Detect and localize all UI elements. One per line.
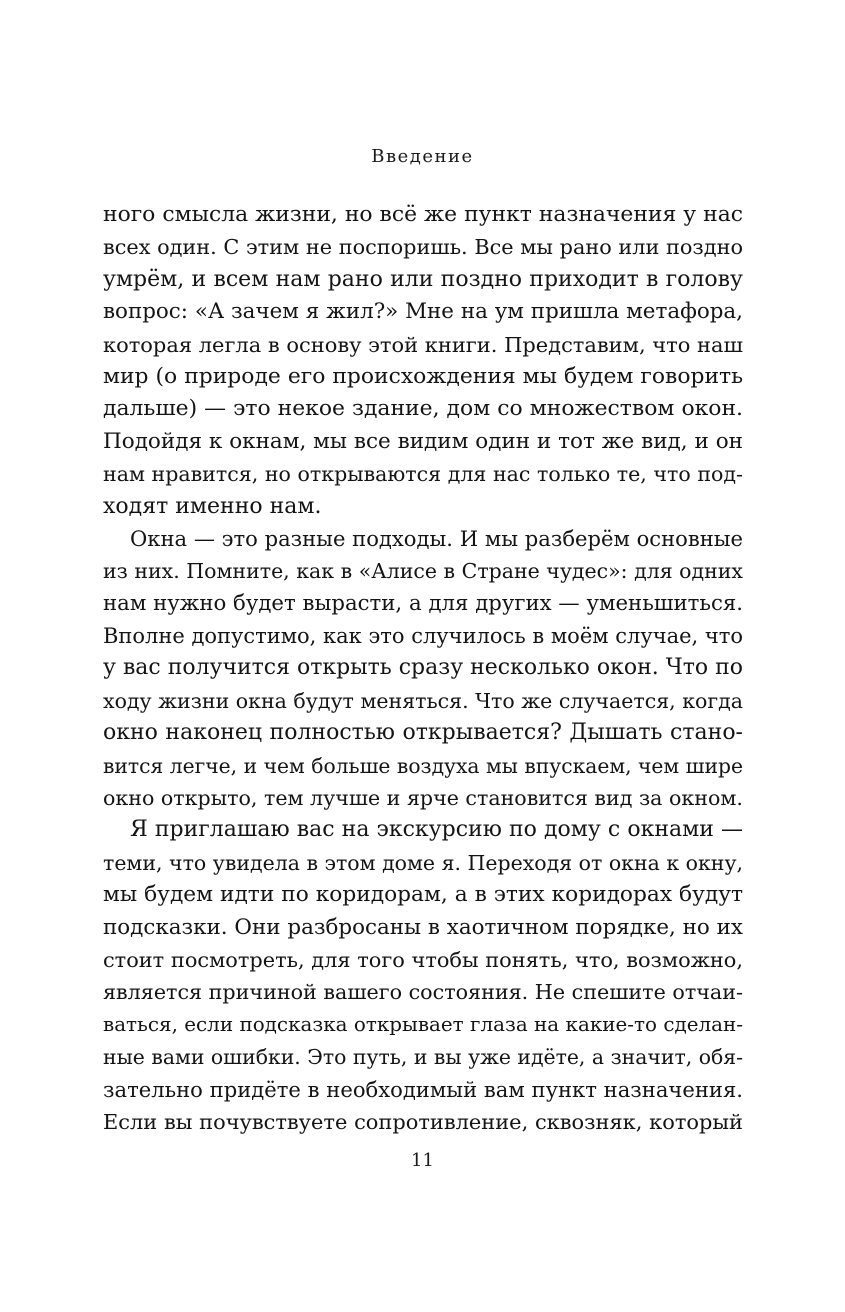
text-line: вится легче, и чем больше воздуха мы впускаем, чем шире (103, 753, 743, 778)
text-line: подсказки. Они разбросаны в хаотичном порядке, но их (103, 914, 743, 940)
text-line: Я приглашаю вас на экскурсию по дому с окнами — (130, 817, 743, 843)
text-line: стоит посмотреть, для того чтобы понять, что, возможно, (103, 947, 743, 972)
text-line: ваться, если подсказка открывает глаза на какие-то сделан- (103, 1012, 743, 1036)
text-line: из них. Помните, как в «Алисе в Стране чудес»: для одних (103, 559, 743, 584)
text-line: является причиной вашего состояния. Не спешите отчаи- (103, 980, 743, 1005)
running-header: Введение (371, 146, 474, 167)
text-line: Если вы почувствуете сопротивление, сквозняк, который (103, 1109, 743, 1134)
text-line: которая легла в основу этой книги. Представим, что наш (103, 332, 743, 357)
text-line: нам нужно будет вырасти, а для других — уменьшиться. (103, 590, 743, 616)
text-line: дальше) — это некое здание, дом со множеством окон. (103, 396, 743, 422)
text-line: всех один. С этим не поспоришь. Все мы рано или поздно (103, 235, 743, 260)
paragraph (103, 199, 743, 523)
text-line: окно наконец полностью открывается? Дышать стано- (103, 720, 743, 746)
body-text (103, 199, 743, 1138)
text-line: нам нравится, но открываются для нас только те, что под- (103, 462, 743, 487)
text-line: окно открыто, тем лучше и ярче становится вид за окном. (103, 786, 743, 811)
page-number: 11 (411, 1150, 434, 1171)
text-line: ходят именно нам. (103, 493, 322, 519)
paragraph (103, 814, 743, 1138)
text-line: Вполне допустимо, как это случилось в моём случае, что (103, 624, 743, 649)
text-line: вопрос: «А зачем я жил?» Мне на ум пришла метафора, (103, 299, 743, 325)
text-line: у вас получится открыть сразу несколько окон. Что по (103, 655, 743, 681)
text-line: Окна — это разные подходы. И мы разберём основные (130, 525, 743, 551)
text-line: ные вами ошибки. Это путь, и вы уже идёте, а значит, обя- (103, 1045, 743, 1070)
text-line: умрём, и всем нам рано или поздно приходит в голову (103, 266, 743, 292)
text-line: зательно придёте в необходимый вам пункт назначения. (103, 1076, 743, 1102)
text-line: ного смысла жизни, но всё же пункт назначения у нас (103, 202, 743, 227)
text-line: мы будем идти по коридорам, а в этих коридорах будут (103, 882, 743, 908)
text-line: Подойдя к окнам, мы все видим один и тот же вид, и он (103, 428, 743, 454)
text-line: теми, что увидела в этом доме я. Переходя от окна к окну, (103, 850, 743, 875)
text-line: мир (о природе его происхождения мы будем говорить (103, 363, 743, 389)
paragraph (103, 523, 743, 815)
text-line: ходу жизни окна будут меняться. Что же случается, когда (103, 688, 743, 713)
